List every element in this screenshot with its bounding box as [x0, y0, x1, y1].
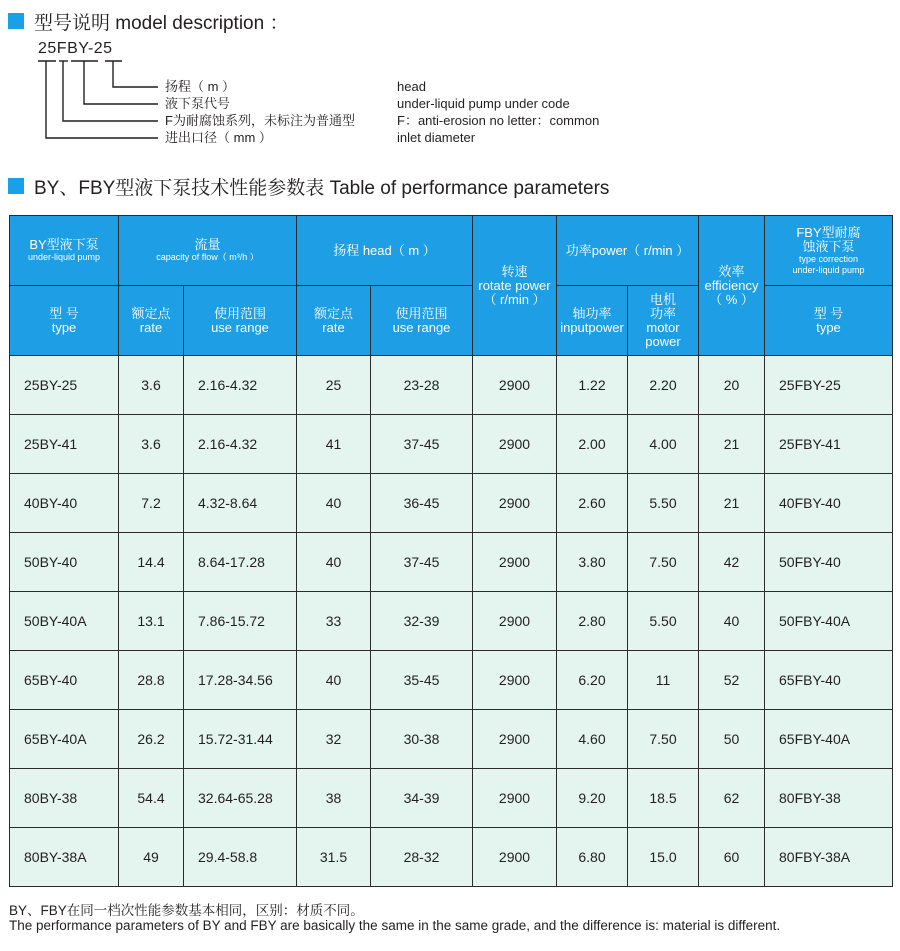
legend-anti-erosion-cn: F为耐腐蚀系列，未标注为普通型 [165, 113, 355, 128]
cell-shaft-power: 4.60 [557, 710, 628, 769]
table-row [10, 415, 893, 474]
cell-head-rate: 40 [297, 533, 371, 592]
cell-motor-power: 7.50 [628, 710, 699, 769]
cell-head-range: 32-39 [371, 592, 473, 651]
header-range-cn: 使用范围 [213, 305, 266, 321]
cell-by-type: 80BY-38A [10, 828, 119, 887]
header-fby-model [765, 216, 893, 286]
table-row [10, 474, 893, 533]
legend-anti-erosion-en: F：anti-erosion no letter：common [397, 113, 600, 128]
cell-head-rate: 33 [297, 592, 371, 651]
cell-flow-range: 8.64-17.28 [184, 533, 297, 592]
header-type-cn: 型 号 [49, 305, 79, 321]
cell-shaft-power: 3.80 [557, 533, 628, 592]
legend-inlet-diameter-en: inlet diameter [397, 130, 476, 145]
cell-speed: 2900 [473, 592, 557, 651]
header-fby-en-1: type correction [798, 253, 859, 264]
cell-efficiency: 60 [699, 828, 765, 887]
table-row [10, 533, 893, 592]
cell-speed: 2900 [473, 356, 557, 415]
cell-speed: 2900 [473, 415, 557, 474]
cell-efficiency: 62 [699, 769, 765, 828]
cell-by-type: 65BY-40 [10, 651, 119, 710]
header-by-model-en: under-liquid pump [27, 252, 101, 262]
header-shaft-power [557, 286, 628, 356]
cell-motor-power: 5.50 [628, 474, 699, 533]
cell-efficiency: 52 [699, 651, 765, 710]
cell-head-range: 28-32 [371, 828, 473, 887]
header-efficiency-cn: 效率 [718, 263, 745, 279]
cell-head-rate: 40 [297, 651, 371, 710]
cell-speed: 2900 [473, 710, 557, 769]
cell-head-range: 36-45 [371, 474, 473, 533]
header-speed-unit: （ r/min ） [483, 291, 546, 307]
cell-head-range: 37-45 [371, 533, 473, 592]
cell-flow-rate: 54.4 [119, 769, 184, 828]
cell-fby-type: 65FBY-40A [765, 710, 893, 769]
header-efficiency-unit: （ % ） [709, 291, 754, 307]
cell-head-rate: 38 [297, 769, 371, 828]
section-title: 型号说明 model description ： [34, 12, 289, 34]
cell-flow-range: 2.16-4.32 [184, 415, 297, 474]
legend-inlet-diameter-cn: 进出口径（ mm ） [165, 130, 272, 145]
cell-motor-power: 18.5 [628, 769, 699, 828]
table-row [10, 592, 893, 651]
cell-head-range: 34-39 [371, 769, 473, 828]
cell-speed: 2900 [473, 533, 557, 592]
cell-speed: 2900 [473, 828, 557, 887]
header-power [557, 216, 699, 286]
header-by-type [10, 286, 119, 356]
cell-head-range: 35-45 [371, 651, 473, 710]
cell-fby-type: 80FBY-38 [765, 769, 893, 828]
header-head-range [371, 286, 473, 356]
cell-head-rate: 32 [297, 710, 371, 769]
header-fby-type-en: type [816, 319, 841, 335]
legend-head-en: head [397, 79, 426, 94]
cell-fby-type: 50FBY-40 [765, 533, 893, 592]
cell-head-range: 30-38 [371, 710, 473, 769]
cell-fby-type: 50FBY-40A [765, 592, 893, 651]
header-shaft-en: inputpower [560, 319, 624, 335]
cell-head-rate: 31.5 [297, 828, 371, 887]
cell-speed: 2900 [473, 651, 557, 710]
cell-by-type: 25BY-41 [10, 415, 119, 474]
header-efficiency-en: efficiency [704, 277, 759, 293]
footnote-cn: BY、FBY在同一档次性能参数基本相同，区别：材质不同。 [9, 903, 364, 918]
cell-motor-power: 2.20 [628, 356, 699, 415]
header-fby-type-cn: 型 号 [813, 305, 844, 321]
header-head-rate [297, 286, 371, 356]
cell-head-rate: 41 [297, 415, 371, 474]
header-motor-en: motor power [645, 319, 681, 349]
cell-fby-type: 65FBY-40 [765, 651, 893, 710]
header-shaft-cn: 轴功率 [572, 305, 612, 321]
cell-shaft-power: 1.22 [557, 356, 628, 415]
cell-shaft-power: 2.60 [557, 474, 628, 533]
cell-speed: 2900 [473, 474, 557, 533]
header-range-cn: 使用范围 [395, 305, 448, 321]
table-row [10, 710, 893, 769]
cell-flow-rate: 26.2 [119, 710, 184, 769]
cell-by-type: 50BY-40A [10, 592, 119, 651]
cell-fby-type: 25FBY-41 [765, 415, 893, 474]
cell-head-rate: 40 [297, 474, 371, 533]
header-efficiency [699, 216, 765, 356]
header-by-model [10, 216, 119, 286]
header-flow-rate [119, 286, 184, 356]
header-range-en: use range [392, 319, 451, 335]
cell-speed: 2900 [473, 769, 557, 828]
table-row [10, 651, 893, 710]
section-marker-icon [8, 178, 24, 194]
footnote-en: The performance parameters of BY and FBY are basically the same in the same grade, and the difference is: material is different. [9, 918, 781, 933]
cell-shaft-power: 6.20 [557, 651, 628, 710]
header-fby-cn-2: 蚀液下泵 [802, 238, 855, 254]
cell-flow-range: 2.16-4.32 [184, 356, 297, 415]
cell-efficiency: 21 [699, 415, 765, 474]
cell-fby-type: 40FBY-40 [765, 474, 893, 533]
header-range-en: use range [211, 319, 269, 335]
section-title: BY、FBY型液下泵技术性能参数表 Table of performance parameters [34, 177, 610, 199]
cell-flow-rate: 3.6 [119, 356, 184, 415]
cell-shaft-power: 6.80 [557, 828, 628, 887]
cell-shaft-power: 2.00 [557, 415, 628, 474]
cell-head-range: 23-28 [371, 356, 473, 415]
header-speed-cn: 转速 [501, 263, 528, 279]
header-flow [119, 216, 297, 286]
header-rate-cn: 额定点 [131, 305, 171, 321]
header-speed [473, 216, 557, 356]
cell-fby-type: 80FBY-38A [765, 828, 893, 887]
cell-by-type: 80BY-38 [10, 769, 119, 828]
header-flow-range [184, 286, 297, 356]
header-motor-cn-1: 电机 [649, 291, 676, 307]
cell-fby-type: 25FBY-25 [765, 356, 893, 415]
cell-motor-power: 11 [628, 651, 699, 710]
header-motor-power [628, 286, 699, 356]
header-rate-en: rate [322, 319, 345, 335]
header-type-en: type [51, 319, 77, 335]
table-body [10, 356, 893, 887]
cell-flow-range: 15.72-31.44 [184, 710, 297, 769]
cell-flow-range: 4.32-8.64 [184, 474, 297, 533]
header-motor-cn-2: 功率 [649, 305, 676, 321]
header-power-label: 功率power（ r/min ） [565, 242, 690, 258]
cell-motor-power: 7.50 [628, 533, 699, 592]
cell-flow-range: 32.64-65.28 [184, 769, 297, 828]
header-fby-type [765, 286, 893, 356]
header-fby-en-2: under-liquid pump [792, 264, 865, 275]
cell-by-type: 25BY-25 [10, 356, 119, 415]
cell-flow-range: 17.28-34.56 [184, 651, 297, 710]
performance-table [9, 215, 893, 887]
header-flow-en: capacity of flow（ m³/h ） [156, 252, 259, 262]
cell-flow-rate: 7.2 [119, 474, 184, 533]
table-row [10, 769, 893, 828]
table-row [10, 356, 893, 415]
cell-by-type: 40BY-40 [10, 474, 119, 533]
cell-flow-rate: 3.6 [119, 415, 184, 474]
cell-efficiency: 42 [699, 533, 765, 592]
legend-pump-code-cn: 液下泵代号 [165, 96, 231, 111]
header-speed-en: rotate power [478, 277, 551, 293]
header-head-label: 扬程 head（ m ） [333, 242, 436, 258]
header-rate-cn: 额定点 [313, 305, 353, 321]
legend-pump-code-en: under-liquid pump under code [397, 96, 570, 111]
header-fby-cn-1: FBY型耐腐 [796, 224, 861, 240]
cell-by-type: 50BY-40 [10, 533, 119, 592]
cell-efficiency: 20 [699, 356, 765, 415]
cell-efficiency: 40 [699, 592, 765, 651]
cell-flow-range: 29.4-58.8 [184, 828, 297, 887]
cell-by-type: 65BY-40A [10, 710, 119, 769]
cell-flow-rate: 49 [119, 828, 184, 887]
header-head [297, 216, 473, 286]
cell-motor-power: 15.0 [628, 828, 699, 887]
header-flow-cn: 流量 [194, 237, 221, 252]
cell-efficiency: 21 [699, 474, 765, 533]
cell-motor-power: 5.50 [628, 592, 699, 651]
header-rate-en: rate [139, 319, 163, 335]
cell-head-rate: 25 [297, 356, 371, 415]
cell-efficiency: 50 [699, 710, 765, 769]
cell-flow-rate: 14.4 [119, 533, 184, 592]
cell-shaft-power: 9.20 [557, 769, 628, 828]
legend-head-cn: 扬程（ m ） [165, 79, 236, 94]
cell-motor-power: 4.00 [628, 415, 699, 474]
header-by-model-cn: BY型液下泵 [29, 237, 99, 252]
cell-head-range: 37-45 [371, 415, 473, 474]
model-code-example: 25FBY-25 [38, 40, 113, 57]
cell-shaft-power: 2.80 [557, 592, 628, 651]
section-performance-heading [8, 174, 609, 198]
table-row [10, 828, 893, 887]
cell-flow-rate: 13.1 [119, 592, 184, 651]
cell-flow-range: 7.86-15.72 [184, 592, 297, 651]
cell-flow-rate: 28.8 [119, 651, 184, 710]
